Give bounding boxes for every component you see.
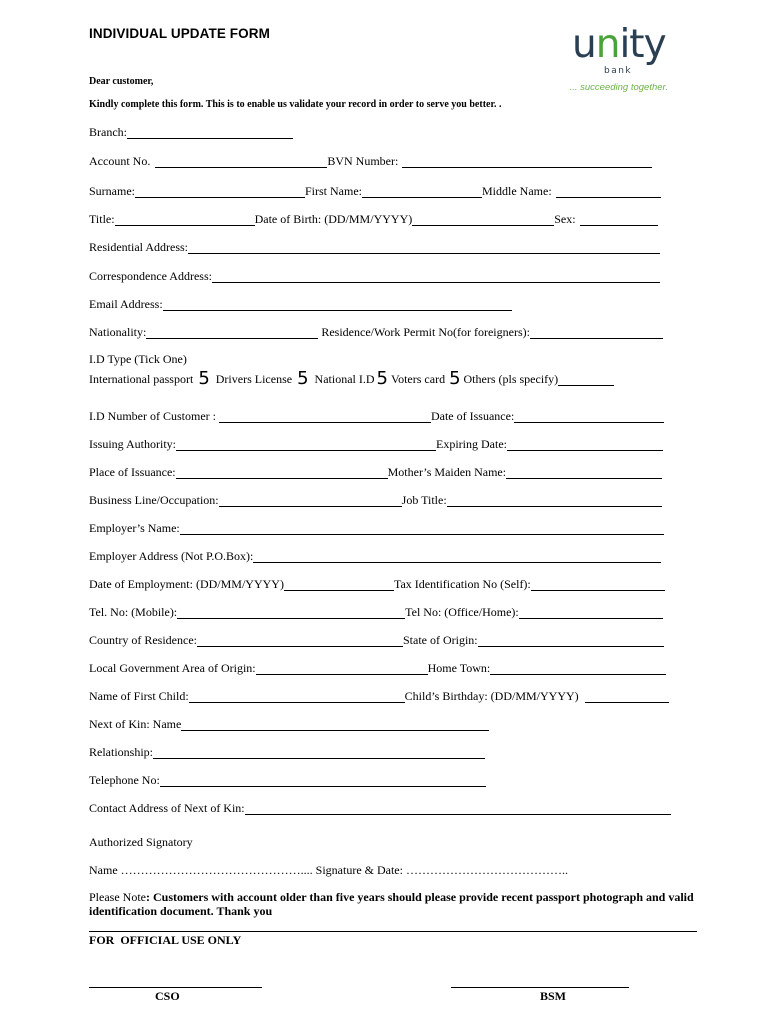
- lga-label: Local Government Area of Origin:: [89, 661, 256, 675]
- unity-bank-logo: [556, 22, 668, 96]
- bvn-label: BVN Number:: [327, 154, 399, 168]
- account-no-label: Account No.: [89, 154, 151, 168]
- lga-row: [89, 660, 666, 676]
- nok-address-label: Contact Address of Next of Kin:: [89, 801, 245, 815]
- issuing-authority-field[interactable]: [176, 438, 436, 451]
- middle-name-label: Middle Name:: [482, 184, 552, 198]
- sex-label: Sex:: [554, 212, 576, 226]
- residential-address-label: Residential Address:: [89, 240, 188, 254]
- residence-permit-field[interactable]: [530, 326, 663, 339]
- state-origin-label: State of Origin:: [402, 633, 478, 647]
- dob-field[interactable]: [412, 213, 554, 226]
- nok-address-field[interactable]: [245, 802, 671, 815]
- expiring-date-field[interactable]: [507, 438, 663, 451]
- mothers-maiden-label: Mother’s Maiden Name:: [387, 465, 507, 479]
- id-number-field[interactable]: [219, 410, 431, 423]
- sex-field[interactable]: [580, 213, 658, 226]
- place-issuance-field[interactable]: [176, 466, 388, 479]
- id-voters-label: Voters card: [390, 372, 446, 386]
- id-national-label: National I.D: [314, 372, 375, 386]
- place-issuance-row: [89, 464, 662, 480]
- tel-mobile-label: Tel. No: (Mobile):: [89, 605, 178, 619]
- business-line-label: Business Line/Occupation:: [89, 493, 219, 507]
- account-row: [89, 153, 652, 169]
- date-issuance-field[interactable]: [514, 410, 664, 423]
- account-no-field[interactable]: [155, 155, 327, 168]
- employment-row: [89, 576, 665, 592]
- next-of-kin-row: [89, 716, 489, 732]
- branch-field[interactable]: [127, 126, 293, 139]
- date-employment-label: Date of Employment: (DD/MM/YYYY): [89, 577, 284, 591]
- logo-bank-text: bank: [604, 66, 633, 76]
- passport-checkbox[interactable]: 5: [198, 368, 210, 389]
- id-others-label: Others (pls specify): [463, 372, 559, 386]
- tel-office-label: Tel No: (Office/Home):: [405, 605, 519, 619]
- date-issuance-label: Date of Issuance:: [430, 409, 515, 423]
- place-issuance-label: Place of Issuance:: [89, 465, 176, 479]
- surname-field[interactable]: [135, 185, 305, 198]
- id-type-heading: I.D Type (Tick One): [89, 352, 187, 366]
- bvn-field[interactable]: [402, 155, 652, 168]
- surname-label: Surname:: [89, 184, 135, 198]
- first-child-label: Name of First Child:: [89, 689, 189, 703]
- lga-field[interactable]: [256, 662, 428, 675]
- job-title-label: Job Title:: [401, 493, 447, 507]
- mothers-maiden-field[interactable]: [506, 466, 662, 479]
- relationship-field[interactable]: [153, 746, 485, 759]
- residence-permit-label: Residence/Work Permit No(for foreigners):: [321, 325, 530, 339]
- middle-name-field[interactable]: [556, 185, 661, 198]
- id-number-label: I.D Number of Customer :: [89, 409, 216, 423]
- telephone-field[interactable]: [160, 774, 486, 787]
- residential-address-field[interactable]: [188, 241, 660, 254]
- employer-address-row: [89, 548, 661, 564]
- business-line-field[interactable]: [219, 494, 402, 507]
- job-title-field[interactable]: [447, 494, 662, 507]
- relationship-label: Relationship:: [89, 745, 153, 759]
- please-note: [89, 890, 699, 918]
- please-note-label: Please Note: [89, 890, 146, 904]
- voters-checkbox[interactable]: 5: [449, 368, 461, 389]
- nationality-row: [89, 324, 663, 340]
- correspondence-address-field[interactable]: [212, 270, 660, 283]
- nationality-label: Nationality:: [89, 325, 147, 339]
- expiring-date-label: Expiring Date:: [436, 437, 507, 451]
- telephone-row: [89, 604, 663, 620]
- first-name-label: First Name:: [305, 184, 362, 198]
- child-row: [89, 688, 669, 704]
- title-dob-row: [89, 211, 658, 227]
- authorized-signatory-heading: Authorized Signatory: [89, 835, 193, 849]
- telephone-label: Telephone No:: [89, 773, 160, 787]
- employer-name-field[interactable]: [180, 522, 664, 535]
- tin-field[interactable]: [531, 578, 665, 591]
- email-field[interactable]: [163, 298, 512, 311]
- drivers-checkbox[interactable]: 5: [297, 368, 309, 389]
- employer-address-field[interactable]: [253, 550, 661, 563]
- dob-label: Date of Birth: (DD/MM/YYYY): [254, 212, 413, 226]
- please-note-text: : Customers with account older than five years should please provide recent passport photograph and valid identification document. Thank you: [89, 890, 694, 918]
- tel-office-field[interactable]: [519, 606, 663, 619]
- employer-name-row: [89, 520, 664, 536]
- tel-mobile-field[interactable]: [177, 606, 405, 619]
- child-birthday-label: Child’s Birthday: (DD/MM/YYYY): [404, 689, 579, 703]
- nationality-field[interactable]: [146, 326, 318, 339]
- relationship-row: [89, 744, 485, 760]
- issuing-authority-label: Issuing Authority:: [89, 437, 177, 451]
- bsm-signature-line[interactable]: [451, 987, 629, 988]
- official-use-heading: FOR OFFICIAL USE ONLY: [89, 933, 242, 947]
- next-of-kin-label: Next of Kin: Name: [89, 717, 182, 731]
- next-of-kin-field[interactable]: [181, 718, 489, 731]
- id-drivers-label: Drivers License: [215, 372, 293, 386]
- national-id-checkbox[interactable]: 5: [376, 368, 388, 389]
- home-town-field[interactable]: [490, 662, 666, 675]
- logo-wordmark: unity: [572, 22, 666, 67]
- state-origin-field[interactable]: [478, 634, 664, 647]
- occupation-row: [89, 492, 662, 508]
- instruction: Kindly complete this form. This is to enable us validate your record in order to serve you better. .: [89, 99, 502, 110]
- email-row: [89, 296, 512, 312]
- branch-row: [89, 124, 293, 140]
- issuing-authority-row: [89, 436, 663, 452]
- child-birthday-field[interactable]: [585, 690, 669, 703]
- employer-name-label: Employer’s Name:: [89, 521, 180, 535]
- telephone-nok-row: [89, 772, 486, 788]
- date-employment-field[interactable]: [284, 578, 394, 591]
- employer-address-label: Employer Address (Not P.O.Box):: [89, 549, 254, 563]
- correspondence-row: [89, 268, 660, 284]
- home-town-label: Home Town:: [427, 661, 491, 675]
- id-number-row: [89, 408, 664, 424]
- branch-label: Branch:: [89, 125, 127, 139]
- first-child-field[interactable]: [189, 690, 405, 703]
- bsm-label: BSM: [540, 989, 567, 1003]
- id-others-field[interactable]: [558, 373, 614, 386]
- nok-address-row: [89, 800, 671, 816]
- residence-row: [89, 632, 664, 648]
- name-signature-row: Name ……………………………………….... Signature & Date: …………………………………..: [89, 863, 568, 877]
- cso-label: CSO: [155, 989, 180, 1003]
- title-field[interactable]: [115, 213, 255, 226]
- cso-signature-line[interactable]: [89, 987, 262, 988]
- form-title: INDIVIDUAL UPDATE FORM: [89, 26, 270, 41]
- first-name-field[interactable]: [362, 185, 482, 198]
- country-residence-field[interactable]: [197, 634, 403, 647]
- email-label: Email Address:: [89, 297, 163, 311]
- id-passport-label: International passport: [89, 372, 194, 386]
- tin-label: Tax Identification No (Self):: [393, 577, 531, 591]
- greeting: Dear customer,: [89, 76, 154, 87]
- name-row: [89, 183, 661, 199]
- id-type-options: [89, 368, 614, 389]
- residential-row: [89, 239, 660, 255]
- country-residence-label: Country of Residence:: [89, 633, 197, 647]
- title-label: Title:: [89, 212, 115, 226]
- correspondence-address-label: Correspondence Address:: [89, 269, 212, 283]
- logo-tagline: ... succeeding together.: [569, 82, 668, 93]
